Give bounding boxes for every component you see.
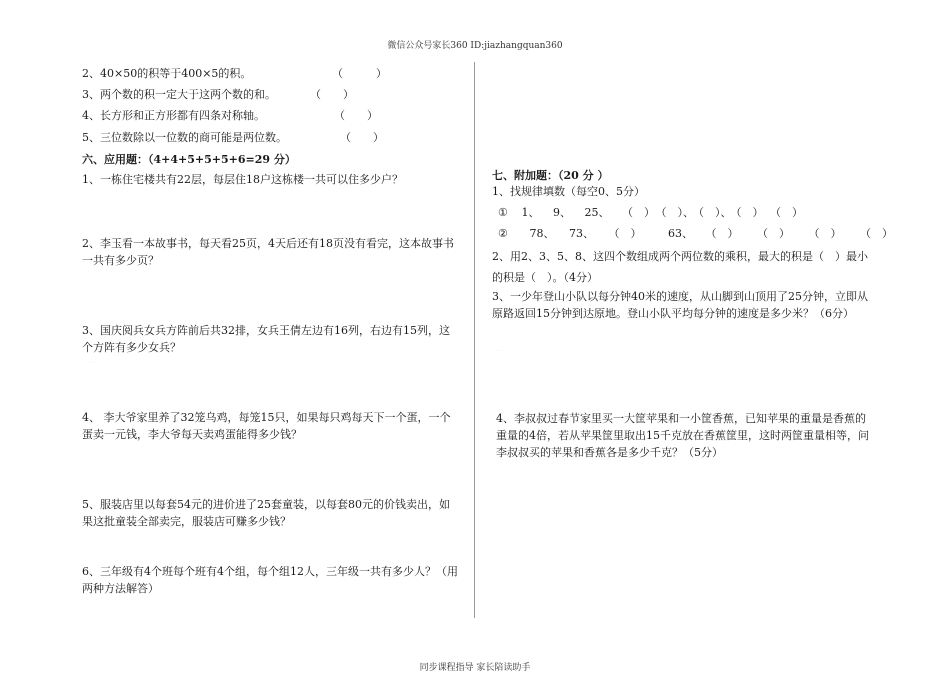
- mountain-speed-question: 3、一少年登山小队以每分钟40米的速度，从山脚到山顶用了25分钟，立即从原路返回15分钟到达原地。登山小队平均每分钟的速度是多少米？（6分）: [492, 290, 868, 320]
- sequence-blank[interactable]: （ ）: [808, 227, 842, 240]
- sequence-term: 73、: [569, 227, 594, 240]
- problem-1: 1、一栋住宅楼共有22层，每层住18户这栋楼一共可以住多少户？: [82, 173, 403, 186]
- answer-paren[interactable]: （ ）: [340, 131, 384, 144]
- section-6-title: 六、应用题：（4+4+5+5+5+6=29 分）: [82, 153, 296, 166]
- sequence-blank[interactable]: （ ）、: [655, 206, 694, 219]
- sequence-term: 25、: [584, 206, 610, 219]
- true-false-text: 5、三位数除以一位数的商可能是两位数。: [82, 131, 287, 144]
- answer-paren[interactable]: （ ）: [332, 67, 387, 80]
- answer-paren[interactable]: （ ）: [334, 109, 378, 122]
- pattern-question: 1、找规律填数（每空0、5分）: [492, 185, 645, 198]
- sequence-blank[interactable]: （ ）: [705, 227, 739, 240]
- true-false-text: 3、两个数的积一定大于这两个数的和。: [82, 88, 276, 101]
- true-false-item: [82, 129, 384, 146]
- sequence-term: 1、: [521, 206, 540, 219]
- true-false-text: 4、长方形和正方形都有四条对称轴。: [82, 109, 265, 122]
- sequence-blank[interactable]: （ ）: [757, 227, 790, 240]
- true-false-item: [82, 107, 378, 124]
- problem-3: 3、国庆阅兵女兵方阵前后共32排，女兵王倩左边有16列，右边有15列，这个方阵有多少女兵？: [82, 324, 450, 354]
- answer-paren[interactable]: （ ）: [310, 88, 354, 101]
- product-question: 2、用2、3、5、8、这四个数组成两个两位数的乘积，最大的积是（ ）最小的积是（ ）。（4分）: [492, 250, 868, 284]
- problem-2: 2、李玉看一本故事书，每天看25页，4天后还有18页没有看完，这本故事书一共有多少页？: [82, 237, 454, 267]
- sequence-term: 78、: [529, 227, 555, 240]
- problem-6: 6、三年级有4个班每个班有4个组，每个组12人，三年级一共有多少人？（用两种方法解答）: [82, 565, 458, 595]
- problem-4: 4、 李大爷家里养了32笼乌鸡，每笼15只，如果每只鸡每天下一个蛋，一个蛋卖一元钱，李大爷每天卖鸡蛋能得多少钱？: [82, 411, 451, 441]
- sequence-blank[interactable]: （ ）: [608, 227, 642, 240]
- sequence-marker: ①: [498, 206, 508, 219]
- faint-mark: ·····: [494, 348, 502, 354]
- sequence-blank[interactable]: （ ）: [730, 206, 764, 219]
- sequence-term: 63、: [668, 227, 693, 240]
- problem-5: 5、服装店里以每套54元的进价进了25套童装，以每套80元的价钱卖出，如果这批童装全部卖完，服装店可赚多少钱？: [82, 498, 450, 528]
- column-divider: [474, 62, 475, 618]
- true-false-text: 2、40×50的积等于400×5的积。: [82, 67, 252, 80]
- page-header: 微信公众号家长360 ID:jiazhangquan360: [387, 41, 563, 51]
- sequence-row-1: [498, 204, 803, 221]
- fruit-weight-question: 4、李叔叔过春节家里买一大筐苹果和一小筐香蕉，已知苹果的重量是香蕉的重量的4倍，若从苹果筐里取出15千克放在香蕉筐里，这时两筐重量相等，问李叔叔买的苹果和香蕉各是多少千克？（5分）: [496, 412, 869, 459]
- faint-mark: ·····: [86, 360, 94, 366]
- sequence-blank[interactable]: （ ）、: [693, 206, 732, 219]
- sequence-blank[interactable]: （ ）: [770, 206, 803, 219]
- true-false-item: [82, 65, 387, 82]
- section-7-title: 七、附加题：（20 分 ）: [492, 169, 609, 182]
- true-false-item: [82, 86, 354, 103]
- sequence-term: 9、: [553, 206, 571, 219]
- sequence-blank[interactable]: （ ）: [860, 227, 893, 240]
- sequence-row-2: [498, 225, 893, 242]
- sequence-marker: ②: [498, 227, 508, 240]
- sequence-blank[interactable]: （ ）: [622, 206, 655, 219]
- page-footer: 同步课程指导 家长陪读助手: [419, 663, 531, 673]
